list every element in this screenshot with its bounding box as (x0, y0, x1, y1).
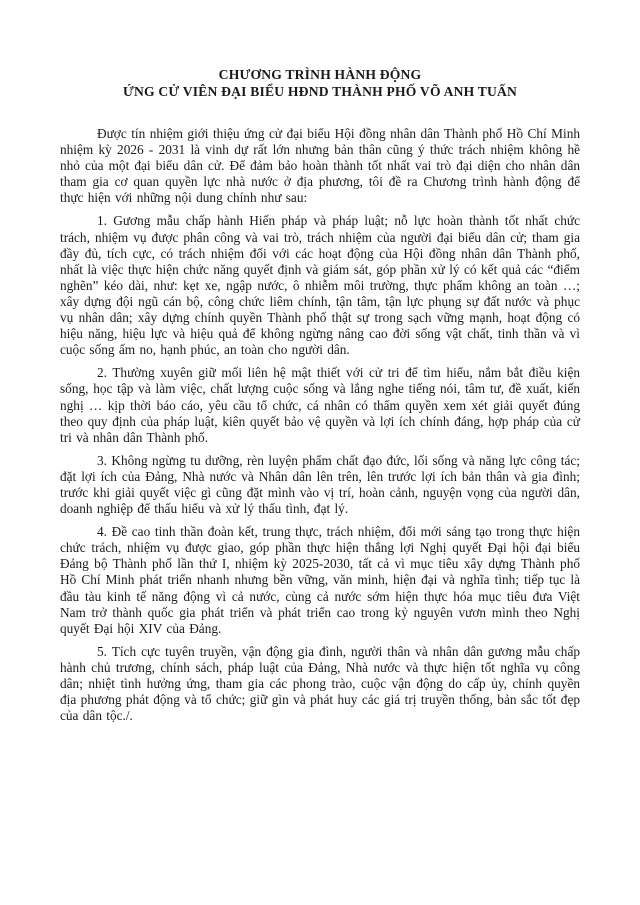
paragraph-item-1: 1. Gương mẫu chấp hành Hiến pháp và pháp luật; nỗ lực hoàn thành tốt nhất chức trách, nhiệm vụ được phân công và vai trò, trách nhiệm của người đại biểu dân cử; tham gia đầy đủ, tích cực, có trách nhiệm đối với các hoạt động của Hội đồng nhân dân Thành phố, nhất là việc thực hiện chức năng quyết định và giám sát, góp phần xử lý có kết quả các “điểm nghẽn” kéo dài, như: kẹt xe, ngập nước, ô nhiễm môi trường, thực phẩm không an toàn …; xây dựng đội ngũ cán bộ, công chức liêm chính, tận tâm, tận lực phụng sự đất nước và phục vụ nhân dân; xây dựng chính quyền Thành phố thật sự trong sạch vững mạnh, hoạt động có hiệu năng, hiệu lực và hiệu quả để không ngừng nâng cao đời sống vật chất, tinh thần và vì cuộc sống ấm no, hạnh phúc, an toàn cho người dân. (60, 213, 580, 358)
document-title-line-1: CHƯƠNG TRÌNH HÀNH ĐỘNG (218, 67, 422, 82)
paragraph-item-5: 5. Tích cực tuyên truyền, vận động gia đình, người thân và nhân dân gương mẫu chấp hành chủ trương, chính sách, pháp luật của Đảng, Nhà nước và thực hiện tốt nghĩa vụ công dân; nhiệt tình hưởng ứng, tham gia các phong trào, cuộc vận động do cấp ủy, chính quyền địa phương phát động và tổ chức; giữ gìn và phát huy các giá trị truyền thống, bản sắc tốt đẹp của dân tộc./. (60, 643, 580, 724)
paragraph-item-4: 4. Đề cao tinh thần đoàn kết, trung thực, trách nhiệm, đổi mới sáng tạo trong thực hiện chức trách, nhiệm vụ được giao, góp phần thực hiện thắng lợi Nghị quyết Đại hội đại biểu Đảng bộ Thành phố lần thứ I, nhiệm kỳ 2025-2030, tất cả vì mục tiêu xây dựng Thành phố Hồ Chí Minh phát triển nhanh nhưng bền vững, văn minh, hiện đại và nghĩa tình; tiếp tục là đầu tàu kinh tế năng động vì cả nước, cùng cả nước sớm hiện thực hóa mục tiêu đưa Việt Nam trở thành quốc gia phát triển và phát triển cao trong kỷ nguyên vươn mình theo Nghị quyết Đại hội XIV của Đảng. (60, 524, 580, 636)
document-body (60, 126, 580, 724)
document-title (60, 66, 580, 100)
paragraph-intro: Được tín nhiệm giới thiệu ứng cử đại biểu Hội đồng nhân dân Thành phố Hồ Chí Minh nhiệm kỳ 2026 - 2031 là vinh dự rất lớn nhưng bản thân cũng ý thức trách nhiệm không hề nhỏ của một đại biểu dân cử. Để đảm bảo hoàn thành tốt nhất vai trò đại diện cho nhân dân tham gia cơ quan quyền lực nhà nước ở địa phương, tôi đề ra Chương trình hành động để thực hiện với những nội dung chính như sau: (60, 126, 580, 206)
paragraph-item-3: 3. Không ngừng tu dưỡng, rèn luyện phẩm chất đạo đức, lối sống và năng lực công tác; đặt lợi ích của Đảng, Nhà nước và Nhân dân lên trên, lên trước lợi ích bản thân và gia đình; trước khi giải quyết việc gì cũng đặt mình vào vị trí, hoàn cảnh, nguyện vọng của người dân, doanh nghiệp để thấu hiểu và xử lý thấu tình, đạt lý. (60, 452, 580, 517)
document-title-line-2: ỨNG CỬ VIÊN ĐẠI BIỂU HĐND THÀNH PHỐ VÕ ANH TUẤN (122, 84, 518, 99)
paragraph-item-2: 2. Thường xuyên giữ mối liên hệ mật thiết với cử tri để tìm hiểu, nắm bắt điều kiện sống, học tập và làm việc, chất lượng cuộc sống và lắng nghe tiếng nói, tâm tư, đề xuất, kiến nghị … kịp thời báo cáo, yêu cầu tổ chức, cá nhân có thẩm quyền xem xét giải quyết đúng theo quy định của pháp luật, kiên quyết bảo vệ quyền và lợi ích chính đáng, hợp pháp của cử tri và nhân dân Thành phố. (60, 365, 580, 445)
